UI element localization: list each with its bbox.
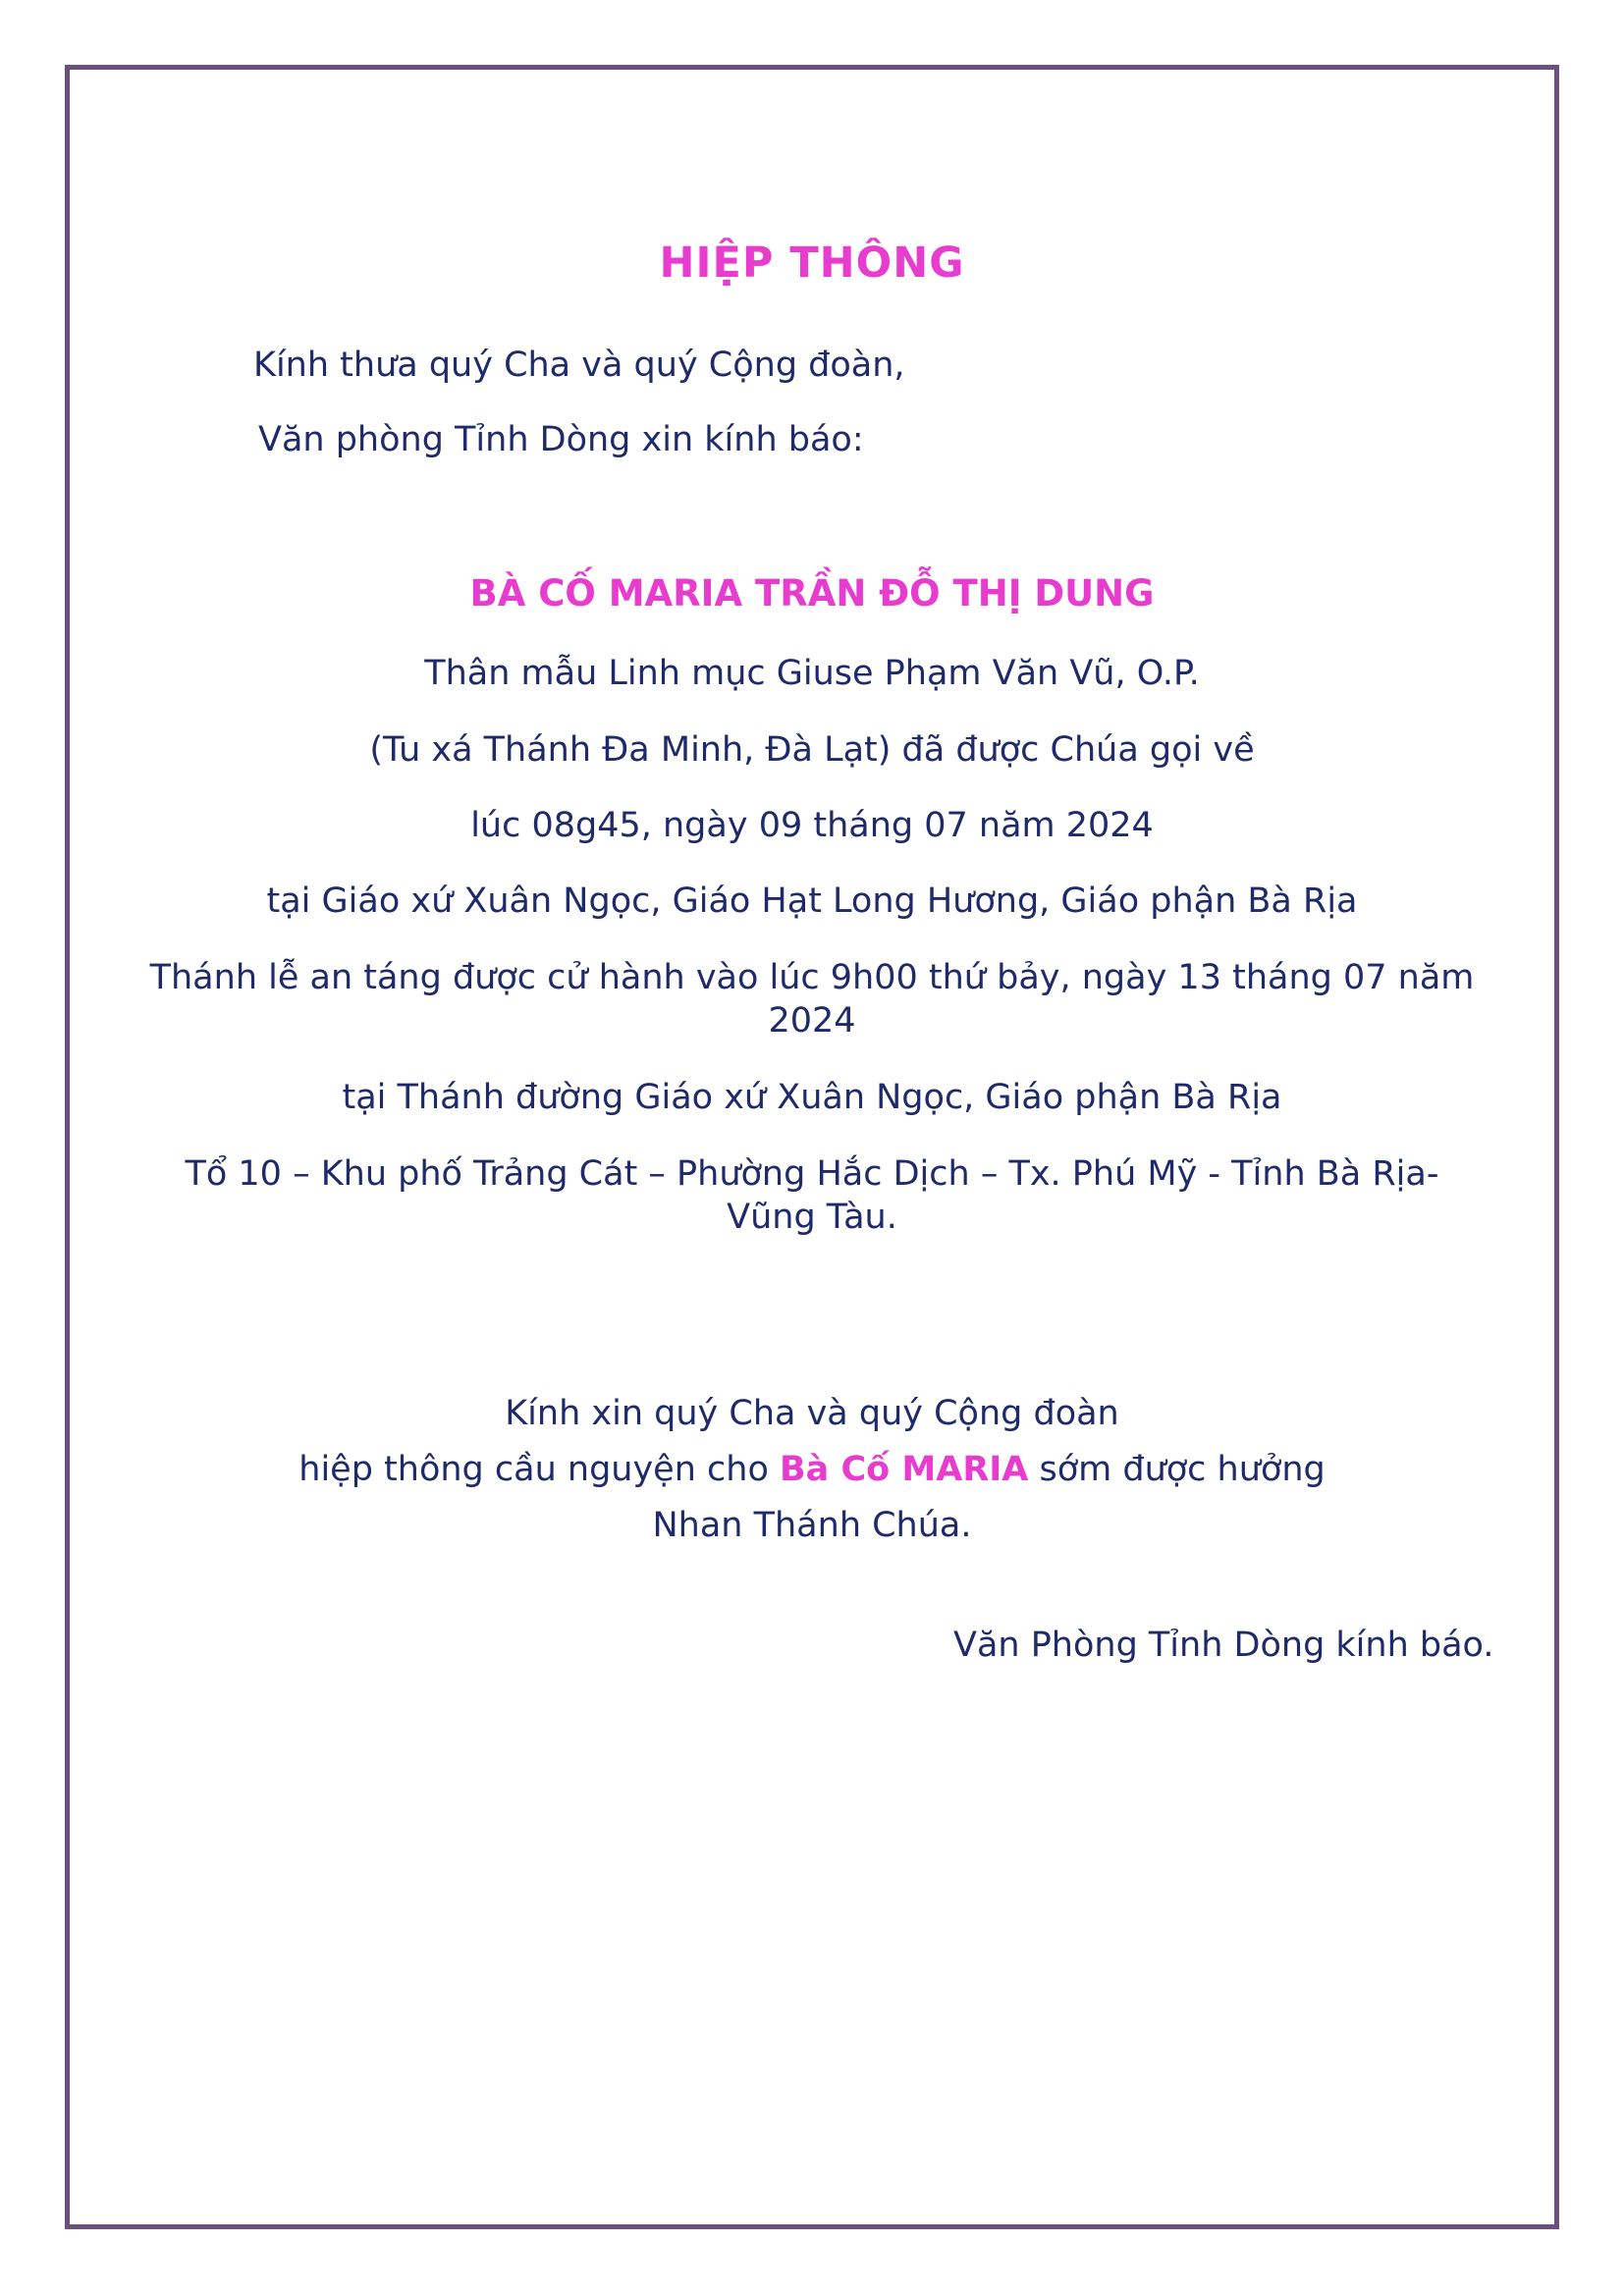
intro-line: Văn phòng Tỉnh Dòng xin kính báo: xyxy=(258,420,864,459)
greeting-line: Kính thưa quý Cha và quý Cộng đoàn, xyxy=(253,346,905,385)
community-line: (Tu xá Thánh Đa Minh, Đà Lạt) đã được Chúa gọi về xyxy=(369,730,1255,770)
address-block xyxy=(147,1152,1477,1239)
funeral-line-1: Thánh lễ an táng được cử hành vào lúc 9h00 thứ bảy, ngày 13 tháng 07 năm xyxy=(149,958,1475,997)
place-of-death-line: tại Giáo xứ Xuân Ngọc, Giáo Hạt Long Hương, Giáo phận Bà Rịa xyxy=(266,881,1358,921)
page-border xyxy=(65,65,1559,2229)
time-of-death-line: lúc 08g45, ngày 09 tháng 07 năm 2024 xyxy=(470,806,1154,845)
request-line-1: Kính xin quý Cha và quý Cộng đoàn xyxy=(505,1394,1119,1433)
address-line-2: Vũng Tàu. xyxy=(727,1198,897,1237)
request-line-2-post: sớm được hưởng xyxy=(1028,1450,1326,1489)
request-line-2 xyxy=(0,1448,1624,1491)
request-line-3: Nhan Thánh Chúa. xyxy=(652,1506,972,1545)
deceased-name: BÀ CỐ MARIA TRẦN ĐỖ THỊ DUNG xyxy=(469,572,1155,614)
funeral-line-2: 2024 xyxy=(768,1001,856,1041)
signature-line: Văn Phòng Tỉnh Dòng kính báo. xyxy=(953,1626,1494,1665)
funeral-time-block xyxy=(147,956,1477,1042)
request-line-2-pre: hiệp thông cầu nguyện cho xyxy=(298,1450,780,1489)
request-highlight-name: Bà Cố MARIA xyxy=(780,1450,1029,1489)
address-line-1: Tổ 10 – Khu phố Trảng Cát – Phường Hắc Dịch – Tx. Phú Mỹ - Tỉnh Bà Rịa- xyxy=(185,1154,1439,1194)
notice-title: HIỆP THÔNG xyxy=(659,239,965,288)
funeral-place-line: tại Thánh đường Giáo xứ Xuân Ngọc, Giáo phận Bà Rịa xyxy=(342,1078,1282,1117)
relation-line: Thân mẫu Linh mục Giuse Phạm Văn Vũ, O.P. xyxy=(424,654,1200,693)
